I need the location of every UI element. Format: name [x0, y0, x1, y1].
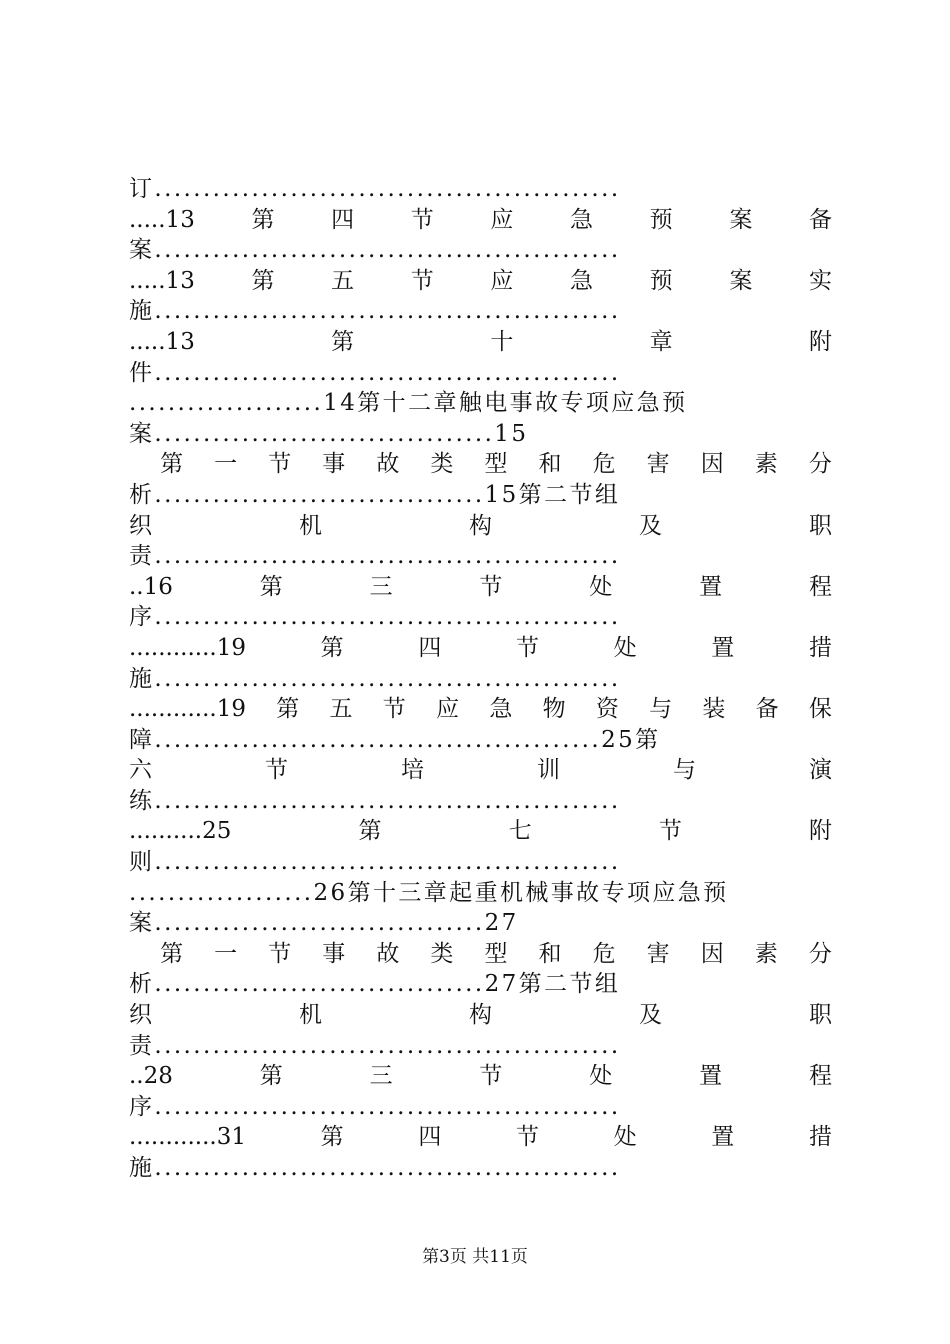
toc-line: [129, 816, 832, 847]
toc-line-part: 节: [265, 757, 288, 784]
toc-line: 练................................................: [129, 787, 621, 814]
toc-line-part: 三: [369, 1063, 393, 1090]
toc-line-part: 培: [401, 757, 424, 784]
toc-line-part: 实: [808, 267, 832, 294]
toc-line-part: 四: [418, 634, 442, 661]
toc-line-part: 害: [646, 940, 670, 967]
toc-line-part: 置: [711, 634, 735, 661]
toc-line-part: 节: [410, 206, 434, 233]
toc-line: 析..................................15第二节组: [129, 481, 621, 508]
toc-line-part: 装: [702, 696, 726, 723]
toc-line-part: 七: [508, 818, 532, 845]
toc-line-part: 节: [479, 1063, 503, 1090]
toc-line-part: 危: [592, 451, 616, 478]
toc-line-part: 第: [320, 1124, 344, 1151]
toc-line: [129, 939, 832, 970]
toc-line-part: 置: [699, 573, 723, 600]
toc-line-part: 资: [595, 696, 619, 723]
toc-line: [129, 1122, 832, 1153]
toc-line-part: 五: [329, 696, 353, 723]
toc-line: 序................................................: [129, 1093, 621, 1120]
toc-line-part: 置: [711, 1124, 735, 1151]
toc-line-part: 处: [613, 634, 637, 661]
toc-line-part: 第: [276, 696, 300, 723]
toc-line-part: 十: [490, 328, 514, 355]
toc-line-part: ............31: [129, 1124, 246, 1151]
toc-line-part: 程: [808, 1063, 832, 1090]
toc-line-part: 五: [331, 267, 355, 294]
toc-line-part: 程: [808, 573, 832, 600]
toc-line-part: 六: [129, 757, 152, 784]
toc-line: 析..................................27第二节组: [129, 971, 621, 998]
toc-line-part: 及: [639, 1002, 662, 1029]
toc-line-part: 急: [570, 206, 594, 233]
toc-line-part: 节: [479, 573, 503, 600]
toc-line-part: 事: [322, 451, 346, 478]
toc-line: ...................26第十三章起重机械事故专项应急预: [129, 879, 729, 906]
toc-line-part: 应: [490, 206, 514, 233]
toc-line-part: 第: [251, 267, 275, 294]
toc-line-part: 故: [376, 940, 400, 967]
table-of-contents: [129, 174, 832, 1184]
toc-line-part: 三: [369, 573, 393, 600]
toc-line-part: 素: [754, 940, 778, 967]
toc-line: ....................14第十二章触电事故专项应急预: [129, 390, 688, 417]
toc-line-part: 应: [490, 267, 514, 294]
toc-line: 案...................................15: [129, 420, 529, 447]
toc-line-part: ............19: [129, 696, 246, 723]
toc-line-part: 处: [589, 1063, 613, 1090]
toc-line-part: 置: [699, 1063, 723, 1090]
toc-line-part: 四: [331, 206, 355, 233]
toc-line-part: 案: [729, 206, 753, 233]
toc-line: 责................................................: [129, 543, 621, 570]
toc-line: 施................................................: [129, 665, 621, 692]
toc-line-part: 害: [646, 451, 670, 478]
toc-line: 施................................................: [129, 298, 621, 325]
toc-line-part: 急: [489, 696, 513, 723]
toc-line-part: 一: [214, 940, 238, 967]
toc-line: [129, 633, 832, 664]
toc-line-part: 节: [382, 696, 406, 723]
toc-line-part: 预: [649, 267, 673, 294]
toc-line-part: 节: [410, 267, 434, 294]
toc-line: 障..............................................25第: [129, 726, 661, 753]
toc-line-part: 物: [542, 696, 566, 723]
toc-line-part: ..16: [129, 573, 173, 600]
toc-line-part: 节: [658, 818, 682, 845]
toc-line-part: 第: [358, 818, 382, 845]
toc-line: 责................................................: [129, 1032, 621, 1059]
toc-line-part: 及: [639, 512, 662, 539]
toc-line-part: 预: [649, 206, 673, 233]
toc-line-part: .....13: [129, 267, 195, 294]
toc-line-part: 保: [808, 696, 832, 723]
toc-line-part: 案: [729, 267, 753, 294]
toc-line: 案................................................: [129, 237, 621, 264]
toc-line-part: ............19: [129, 634, 246, 661]
toc-line-part: 第: [160, 451, 184, 478]
toc-line-part: 附: [808, 328, 832, 355]
toc-line-part: 素: [754, 451, 778, 478]
toc-line-part: 职: [809, 1002, 832, 1029]
toc-line-part: 职: [809, 512, 832, 539]
toc-line-part: 第: [331, 328, 355, 355]
toc-line-part: 分: [808, 940, 832, 967]
toc-line-part: 第: [259, 1063, 283, 1090]
toc-line-part: 机: [299, 512, 322, 539]
toc-line-part: 一: [214, 451, 238, 478]
toc-line: 件................................................: [129, 359, 621, 386]
toc-line-part: 类: [430, 451, 454, 478]
toc-line-part: 型: [484, 451, 508, 478]
toc-line-part: 第: [251, 206, 275, 233]
toc-line-part: 危: [592, 940, 616, 967]
toc-line-part: 措: [808, 634, 832, 661]
toc-line-part: 构: [469, 1002, 492, 1029]
toc-line-part: 演: [809, 757, 832, 784]
toc-line-part: 和: [538, 451, 562, 478]
toc-line-part: 附: [808, 818, 832, 845]
toc-line-part: 织: [129, 512, 152, 539]
toc-line-part: 型: [484, 940, 508, 967]
toc-line-part: 训: [537, 757, 560, 784]
toc-line-part: 与: [673, 757, 696, 784]
toc-line-part: 应: [436, 696, 460, 723]
toc-line-part: 机: [299, 1002, 322, 1029]
toc-line-part: 和: [538, 940, 562, 967]
toc-line: [129, 205, 832, 236]
toc-line-part: 节: [268, 940, 292, 967]
toc-line-part: 章: [649, 328, 673, 355]
toc-line-part: 分: [808, 451, 832, 478]
toc-line: [129, 327, 832, 358]
toc-line: [129, 449, 832, 480]
toc-line: [129, 511, 832, 542]
toc-line: [129, 572, 832, 603]
toc-line-part: 四: [418, 1124, 442, 1151]
page-footer: 第3页 共11页: [422, 1247, 528, 1267]
toc-line: 案..................................27: [129, 910, 519, 937]
toc-line-part: 因: [700, 940, 724, 967]
toc-line: 则................................................: [129, 849, 621, 876]
toc-line-part: ..........25: [129, 818, 232, 845]
toc-line-part: 故: [376, 451, 400, 478]
toc-line-part: 类: [430, 940, 454, 967]
toc-line: [129, 266, 832, 297]
toc-line-part: 事: [322, 940, 346, 967]
toc-line: [129, 1061, 832, 1092]
toc-line: 序................................................: [129, 604, 621, 631]
toc-line-part: 节: [268, 451, 292, 478]
toc-line-part: 与: [649, 696, 673, 723]
toc-line: [129, 755, 832, 786]
toc-line: [129, 1000, 832, 1031]
toc-line-part: 节: [515, 1124, 539, 1151]
toc-line-part: 织: [129, 1002, 152, 1029]
toc-line-part: 第: [320, 634, 344, 661]
toc-line-part: 构: [469, 512, 492, 539]
toc-line-part: 备: [755, 696, 779, 723]
toc-line-part: 处: [589, 573, 613, 600]
toc-line-part: .....13: [129, 206, 195, 233]
toc-line-part: 节: [515, 634, 539, 661]
toc-line-part: 处: [613, 1124, 637, 1151]
toc-line-part: 因: [700, 451, 724, 478]
toc-line-part: 第: [160, 940, 184, 967]
toc-line: [129, 694, 832, 725]
toc-line: 订................................................: [129, 176, 621, 202]
toc-line-part: 第: [259, 573, 283, 600]
toc-line: 施................................................: [129, 1155, 621, 1181]
toc-line-part: ..28: [129, 1063, 173, 1090]
toc-line-part: 措: [808, 1124, 832, 1151]
toc-line-part: 备: [808, 206, 832, 233]
toc-line-part: 急: [570, 267, 594, 294]
toc-line-part: .....13: [129, 328, 195, 355]
